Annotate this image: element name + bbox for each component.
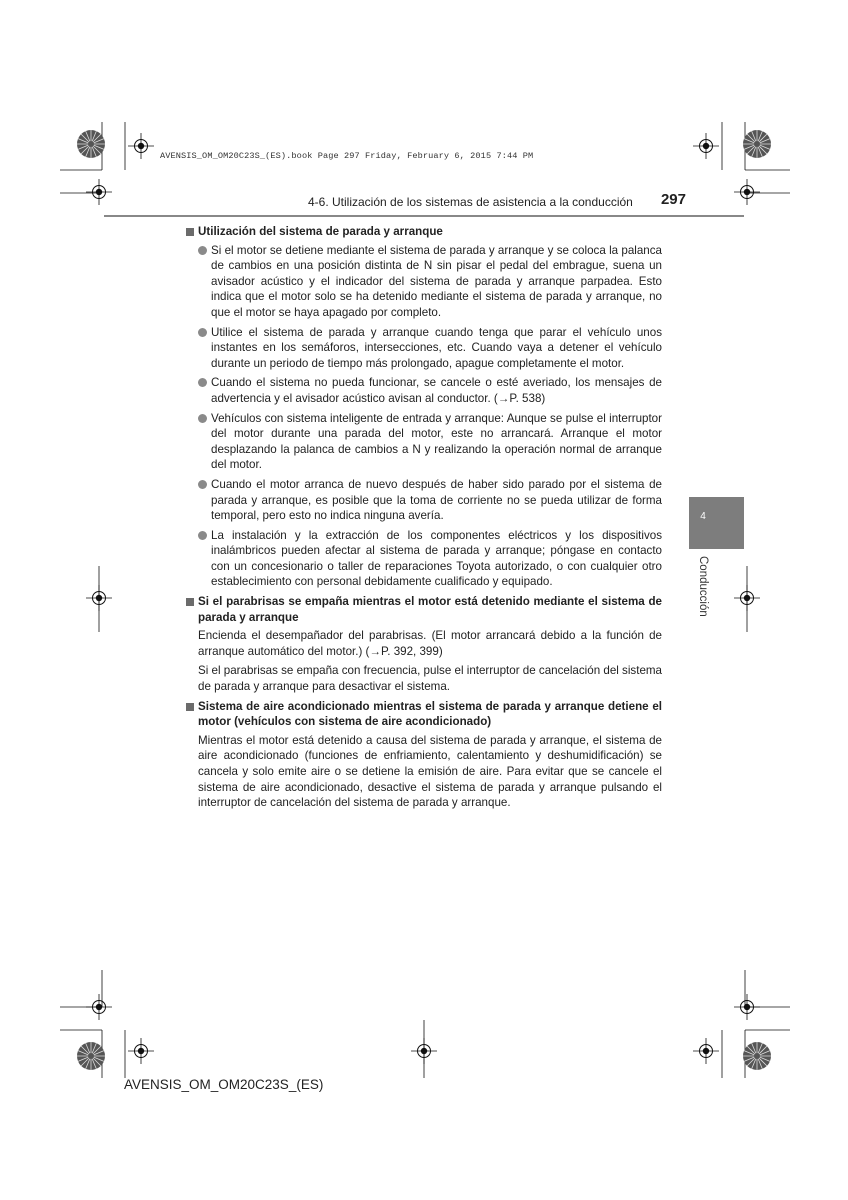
- section-header: 4-6. Utilización de los sistemas de asistencia a la conducción: [308, 195, 633, 209]
- crop-mark-bottom-right: [693, 970, 790, 1078]
- circle-bullet-icon: [198, 378, 207, 387]
- paragraph: Encienda el desempañador del parabrisas. (El motor arrancará debido a la función de arranque automático del motor.) (→P. 392, 399): [198, 629, 662, 658]
- section-title: Utilización del sistema de parada y arranque: [186, 224, 662, 240]
- crop-mark-bottom-left: [60, 970, 154, 1078]
- paragraph: Si el parabrisas se empaña con frecuencia, pulse el interruptor de cancelación del sistema de parada y arranque para desactivar el sistema.: [198, 664, 663, 694]
- circle-bullet-icon: [198, 480, 207, 489]
- square-bullet-icon: [186, 228, 194, 236]
- list-item: Utilice el sistema de parada y arranque cuando tenga que parar el vehículo unos instantes en los semáforos, intersecciones, etc. Cuando vaya a detener el vehículo durante un periodo de tiempo más prolongado, apague completamente el motor.: [186, 325, 662, 372]
- crop-mark-top-right: [693, 122, 790, 205]
- list-item: Si el motor se detiene mediante el sistema de parada y arranque y se coloca la palanca de cambios en una posición distinta de N sin pisar el pedal del embrague, suena un avisador acústico y el indicador del sistema de parada y arranque parpadea. Esto indica que el motor solo se ha detenido mediante el sistema de parada y arranque, no que el motor se haya apagado por completo.: [186, 243, 662, 321]
- circle-bullet-icon: [198, 414, 207, 423]
- paragraph: Mientras el motor está detenido a causa del sistema de parada y arranque, el sistema de aire acondicionado (funciones de enfriamiento, calentamiento y deshumidificación) se cancela y solo emite aire o se detiene la emisión de aire. Para evitar que se cancele el sistema de aire acondicionado, desactive el sistema de parada y arranque pulsando el interruptor de cancelación del sistema de parada y arranque.: [198, 733, 662, 810]
- footer-document-code: AVENSIS_OM_OM20C23S_(ES): [124, 1077, 324, 1092]
- circle-bullet-icon: [198, 531, 207, 540]
- list-item: Cuando el motor arranca de nuevo después de haber sido parado por el sistema de parada y arranque, es posible que la toma de corriente no se pueda utilizar de forma temporal, pero esto no indica ninguna avería.: [186, 477, 662, 524]
- circle-bullet-icon: [198, 246, 207, 255]
- circle-bullet-icon: [198, 328, 207, 337]
- square-bullet-icon: [186, 598, 194, 606]
- chapter-number: 4: [700, 511, 706, 522]
- list-item: Vehículos con sistema inteligente de entrada y arranque: Aunque se pulse el interruptor del motor durante una parada del motor, este no arrancará. Arranque el motor desplazando la palanca de cambios a N y realizando la operación normal de arranque del motor.: [186, 411, 662, 473]
- print-info-line: AVENSIS_OM_OM20C23S_(ES).book Page 297 Friday, February 6, 2015 7:44 PM: [160, 151, 534, 161]
- crop-mark-top-left: [60, 122, 154, 205]
- square-bullet-icon: [186, 703, 194, 711]
- list-item: Cuando el sistema no pueda funcionar, se cancele o esté averiado, los mensajes de advertencia y el avisador acústico avisan al conductor. (→P. 538): [186, 375, 662, 406]
- page-number: 297: [660, 191, 686, 208]
- chapter-tab: [689, 497, 744, 549]
- header-rule: [104, 215, 744, 217]
- page-content: [186, 224, 662, 815]
- list-item: La instalación y la extracción de los componentes eléctricos y los dispositivos inalámbricos pueden afectar al sistema de parada y arranque; póngase en contacto con un concesionario o taller de reparaciones Toyota autorizado, o con cualquier otro establecimiento con personal debidamente cualificado y equipado.: [186, 528, 662, 590]
- chapter-label: Conducción: [697, 556, 709, 617]
- section-title: Sistema de aire acondicionado mientras el sistema de parada y arranque detiene el motor (vehículos con sistema de aire acondicionado): [186, 699, 662, 730]
- section-title: Si el parabrisas se empaña mientras el motor está detenido mediante el sistema de parada y arranque: [186, 594, 662, 625]
